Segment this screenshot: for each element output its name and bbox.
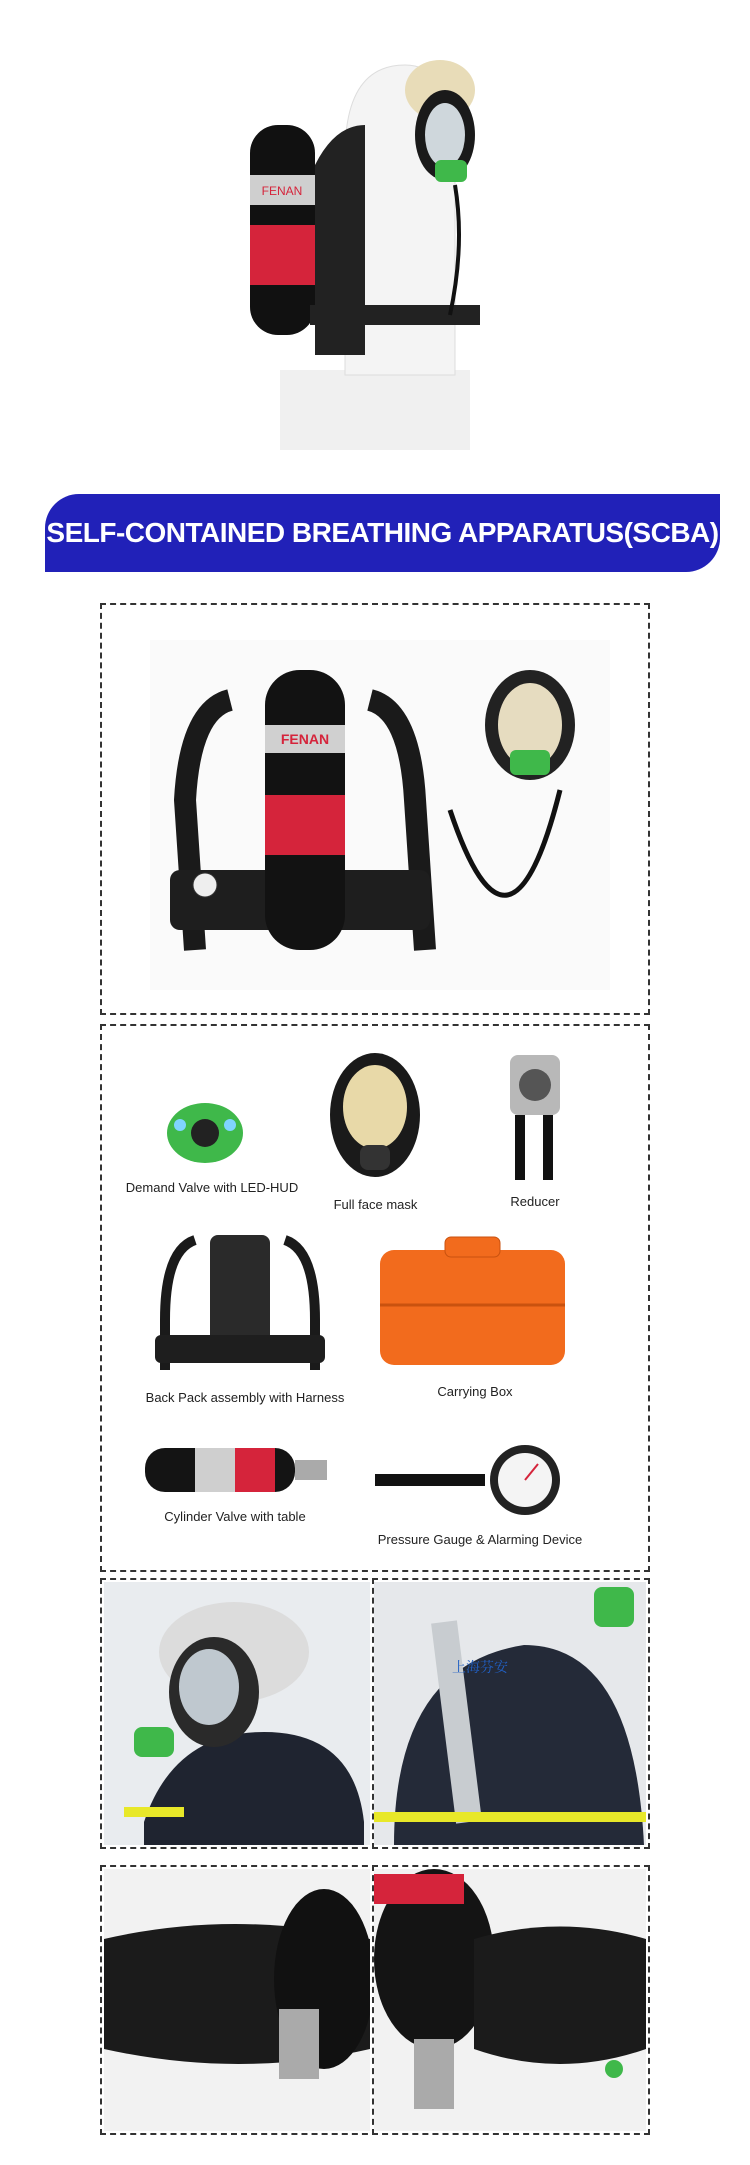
scba-set-image — [150, 640, 610, 990]
cylinder-valve-image — [145, 1440, 335, 1500]
cylinder-valve-detail-photo — [374, 1869, 646, 2131]
reducer-image — [495, 1050, 575, 1185]
pressure-gauge-image — [370, 1440, 570, 1520]
demand-valve-image — [160, 1095, 250, 1170]
demand-valve-label: Demand Valve with LED-HUD — [125, 1180, 299, 1195]
firefighter-mask-photo — [104, 1582, 370, 1845]
carrying-box-label: Carrying Box — [437, 1384, 513, 1399]
carrying-box-image — [375, 1235, 570, 1370]
reducer-label: Reducer — [510, 1194, 560, 1209]
waist-belt-detail-photo — [104, 1869, 370, 2131]
firefighter-harness-photo — [374, 1582, 646, 1845]
pressure-gauge-label: Pressure Gauge & Alarming Device — [377, 1532, 583, 1547]
hero-scba-on-mannequin-image — [240, 35, 510, 455]
tank-brand-label: FENAN — [280, 731, 330, 747]
hero-tank-brand-label: FENAN — [261, 184, 303, 198]
back-pack-label: Back Pack assembly with Harness — [145, 1390, 345, 1405]
full-face-mask-label: Full face mask — [333, 1197, 418, 1212]
full-face-mask-image — [320, 1045, 430, 1185]
strap-brand-label: 上海芬安 — [452, 1659, 508, 1675]
back-pack-harness-image — [145, 1225, 335, 1380]
cylinder-valve-label: Cylinder Valve with table — [164, 1509, 306, 1524]
banner-title: SELF-CONTAINED BREATHING APPARATUS(SCBA) — [46, 517, 719, 548]
